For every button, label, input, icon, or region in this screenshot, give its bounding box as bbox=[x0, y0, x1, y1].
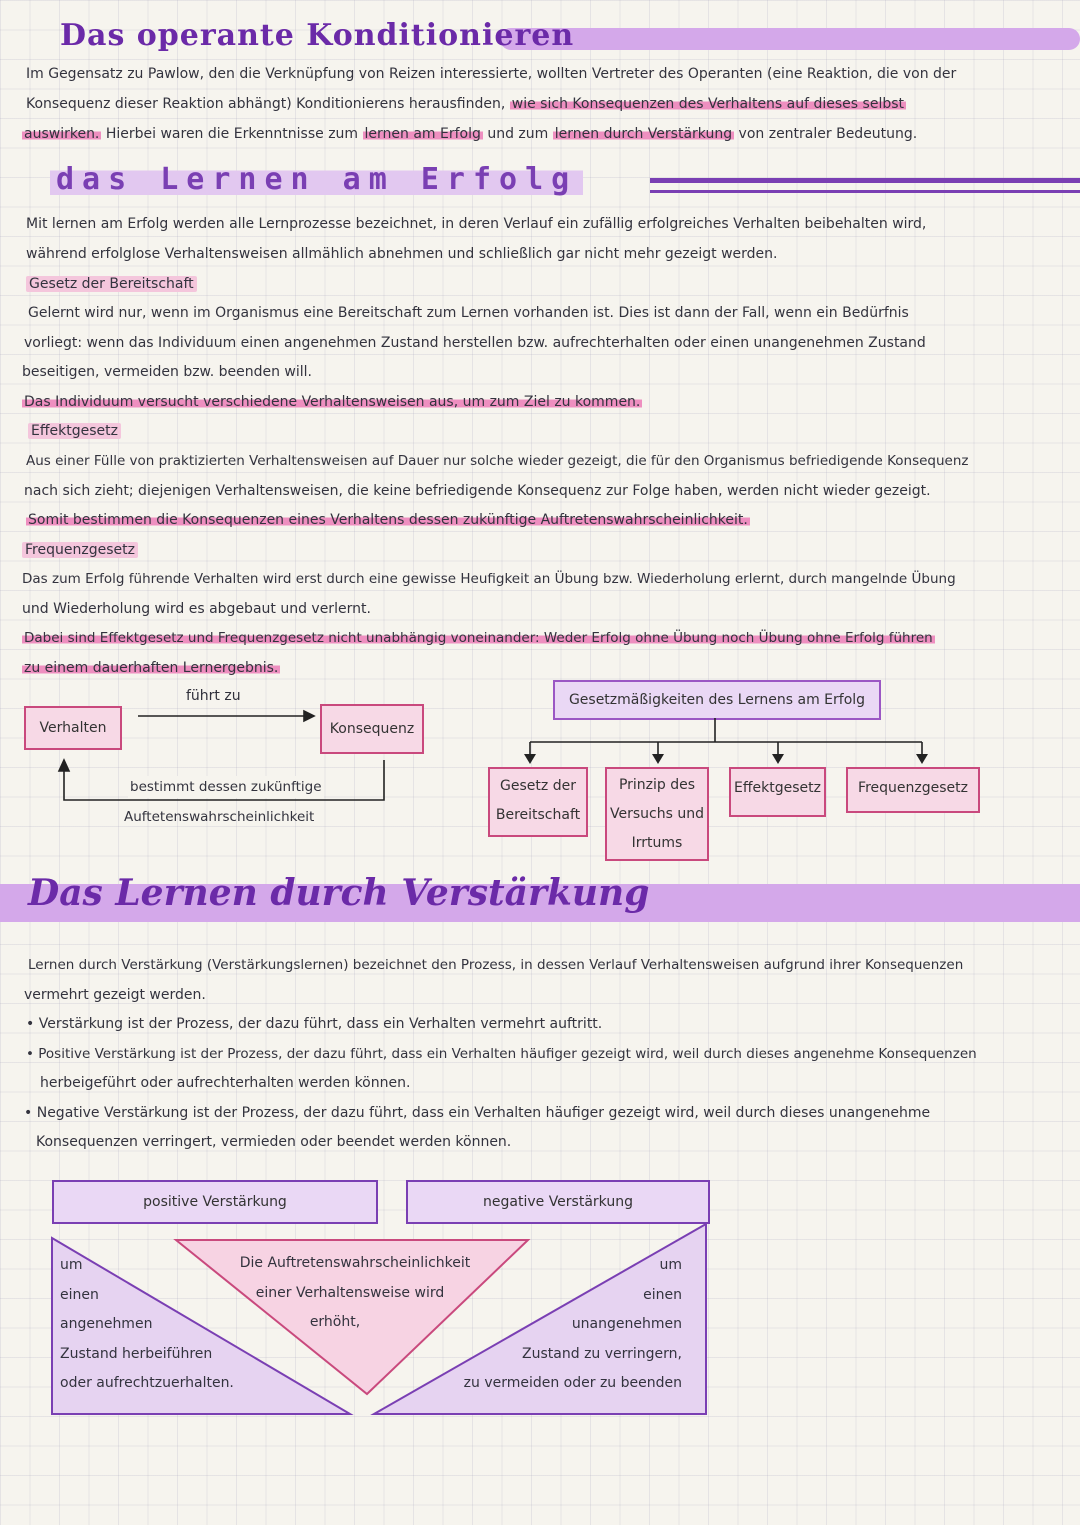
section-title-verstaerkung: Das Lernen durch Verstärkung bbox=[28, 872, 650, 914]
center-text-line-1: Die Auftretenswahrscheinlichkeit bbox=[239, 1255, 471, 1271]
bereitschaft-line-3: beseitigen, vermeiden bzw. beenden will. bbox=[22, 364, 313, 380]
left-text-line-1: um bbox=[60, 1257, 83, 1273]
bereitschaft-heading-text: Gesetz der Bereitschaft bbox=[26, 276, 197, 292]
center-text-line-3: erhöht, bbox=[309, 1314, 361, 1330]
laws-child-versuch-line-3: Irrtums bbox=[631, 835, 683, 851]
frequenz-highlight-text-2: zu einem dauerhaften Lernergebnis. bbox=[24, 660, 279, 676]
cycle-return-label-1: bestimmt dessen zukünftige bbox=[128, 776, 324, 798]
cycle-return-label-2: Auftetenswahrscheinlichkeit bbox=[124, 809, 315, 825]
cycle-box-verhalten: Verhalten bbox=[24, 706, 122, 750]
operant-intro-term-erfolg: lernen am Erfolg bbox=[364, 126, 481, 142]
left-text-line-4: Zustand herbeiführen bbox=[60, 1345, 213, 1362]
cycle-box-konsequenz: Konsequenz bbox=[320, 704, 424, 754]
positive-label-box: positive Verstärkung bbox=[52, 1180, 378, 1224]
verstaerkung-intro-line-1: Lernen durch Verstärkung (Verstärkungslernen) bezeichnet den Prozess, in dessen Verlauf Verhaltensweisen aufgrund ihrer Konsequenzen bbox=[28, 957, 964, 973]
operant-intro-highlight-a: wie sich Konsequenzen des Verhaltens auf dieses selbst bbox=[511, 96, 905, 112]
center-text-line-2: einer Verhaltensweise wird bbox=[255, 1284, 445, 1301]
laws-root-box: Gesetzmäßigkeiten des Lernens am Erfolg bbox=[553, 680, 881, 720]
operant-intro-text-2: Konsequenz dieser Reaktion abhängt) Konditionierens herausfinden, bbox=[26, 96, 506, 112]
operant-intro-text-4: und zum bbox=[487, 126, 549, 142]
laws-child-versuch-line-1: Prinzip des bbox=[618, 777, 696, 793]
left-text-line-2: einen bbox=[60, 1286, 99, 1303]
bullet-1-text: Verstärkung ist der Prozess, der dazu führt, dass ein Verhalten vermehrt auftritt. bbox=[38, 1016, 603, 1032]
right-text-line-4: Zustand zu verringern, bbox=[522, 1345, 682, 1362]
effekt-line-2: nach sich zieht; diejenigen Verhaltensweisen, die keine befriedigende Konsequenz zur Folge haben, werden nicht wieder gezeigt. bbox=[24, 483, 931, 499]
operant-intro-term-verstaerkung: lernen durch Verstärkung bbox=[554, 126, 733, 142]
laws-child-effekt: Effektgesetz bbox=[729, 767, 826, 817]
negative-label-box: negative Verstärkung bbox=[406, 1180, 710, 1224]
left-text-line-3: angenehmen bbox=[60, 1316, 153, 1332]
right-text-line-3: unangenehmen bbox=[571, 1316, 682, 1332]
right-text bbox=[420, 1251, 682, 1399]
laws-child-versuch-line-2: Versuchs und bbox=[610, 806, 704, 822]
frequenz-line-1: Das zum Erfolg führende Verhalten wird erst durch eine gewisse Heufigkeit an Übung bzw. Wiederholung erlernt, durch mangelnde Übung bbox=[22, 571, 956, 587]
bullet-3-cont: Konsequenzen verringert, vermieden oder beendet werden können. bbox=[36, 1134, 512, 1150]
effekt-heading-text: Effektgesetz bbox=[28, 423, 121, 439]
bereitschaft-highlight-text: Das Individuum versucht verschiedene Verhaltensweisen aus, um zum Ziel zu kommen. bbox=[24, 394, 641, 410]
right-text-line-5: zu vermeiden oder zu beenden bbox=[463, 1375, 682, 1391]
operant-intro-text-3: Hierbei waren die Erkenntnisse zum bbox=[105, 126, 359, 142]
section-title-erfolg: das Lernen am Erfolg bbox=[50, 162, 583, 197]
cycle-arrow-label: führt zu bbox=[186, 688, 241, 704]
bullet-2-cont: herbeigeführt oder aufrechterhalten werden können. bbox=[40, 1075, 411, 1091]
operant-intro-text-5: von zentraler Bedeutung. bbox=[738, 126, 918, 142]
bullet-3: • Negative Verstärkung ist der Prozess, der dazu führt, dass ein Verhalten häufiger gezeigt wird, weil durch dieses unangenehme bbox=[24, 1105, 931, 1121]
bereitschaft-line-1: Gelernt wird nur, wenn im Organismus eine Bereitschaft zum Lernen vorhanden ist. Dies ist dann der Fall, wenn ein Bedürfnis bbox=[28, 305, 909, 321]
bullet-3-text-1: Negative Verstärkung ist der Prozess, der dazu führt, dass ein Verhalten häufiger gezeigt wird, weil durch dieses unangenehme bbox=[36, 1105, 931, 1121]
effekt-line-1: Aus einer Fülle von praktizierten Verhaltensweisen auf Dauer nur solche wieder gezeigt, die für den Organismus befriedigende Konsequenz bbox=[26, 453, 969, 469]
frequenz-line-2: und Wiederholung wird es abgebaut und verlernt. bbox=[22, 601, 371, 617]
verstaerkung-intro-line-2: vermehrt gezeigt werden. bbox=[24, 987, 206, 1003]
laws-child-frequenz: Frequenzgesetz bbox=[846, 767, 980, 813]
bullet-1: • Verstärkung ist der Prozess, der dazu führt, dass ein Verhalten vermehrt auftritt. bbox=[26, 1016, 603, 1032]
left-text bbox=[60, 1251, 234, 1399]
right-text-line-1: um bbox=[659, 1257, 682, 1273]
right-text-line-2: einen bbox=[643, 1286, 682, 1303]
operant-intro-highlight-b: auswirken. bbox=[24, 126, 100, 142]
frequenz-heading-text: Frequenzgesetz bbox=[22, 542, 138, 558]
left-text-line-5: oder aufrechtzuerhalten. bbox=[60, 1375, 234, 1391]
bullet-2: • Positive Verstärkung ist der Prozess, der dazu führt, dass ein Verhalten häufiger gezeigt wird, weil durch dieses angenehme Konsequenzen bbox=[26, 1046, 977, 1062]
effekt-highlight-text: Somit bestimmen die Konsequenzen eines Verhaltens dessen zukünftige Auftretenswahrscheinlichkeit. bbox=[28, 512, 748, 528]
frequenz-highlight-text-1: Dabei sind Effektgesetz und Frequenzgesetz nicht unabhängig voneinander: Weder Erfolg ohne Übung noch Übung ohne Erfolg führen bbox=[24, 630, 933, 646]
operant-intro-line-1: Im Gegensatz zu Pawlow, den die Verknüpfung von Reizen interessierte, wollten Vertreter des Operanten (eine Reaktion, die von der bbox=[26, 66, 957, 82]
erfolg-intro-line-1: Mit lernen am Erfolg werden alle Lernprozesse bezeichnet, in deren Verlauf ein zufällig erfolgreiches Verhalten beibehalten wird, bbox=[26, 216, 927, 232]
laws-child-bereitschaft-line-2: Bereitschaft bbox=[495, 807, 581, 823]
bullet-2-text-1: Positive Verstärkung ist der Prozess, der dazu führt, dass ein Verhalten häufiger gezeigt wird, weil durch dieses angenehme Konsequenzen bbox=[38, 1046, 977, 1062]
laws-child-bereitschaft-line-1: Gesetz der bbox=[500, 778, 576, 794]
erfolg-intro-line-2: während erfolglose Verhaltensweisen allmählich abnehmen und schließlich gar nicht mehr gezeigt werden. bbox=[26, 246, 778, 262]
bereitschaft-line-2: vorliegt: wenn das Individuum einen angenehmen Zustand herstellen bzw. aufrechterhalten oder einen unangenehmen Zustand bbox=[24, 335, 926, 351]
page-title: Das operante Konditionieren bbox=[60, 18, 575, 53]
